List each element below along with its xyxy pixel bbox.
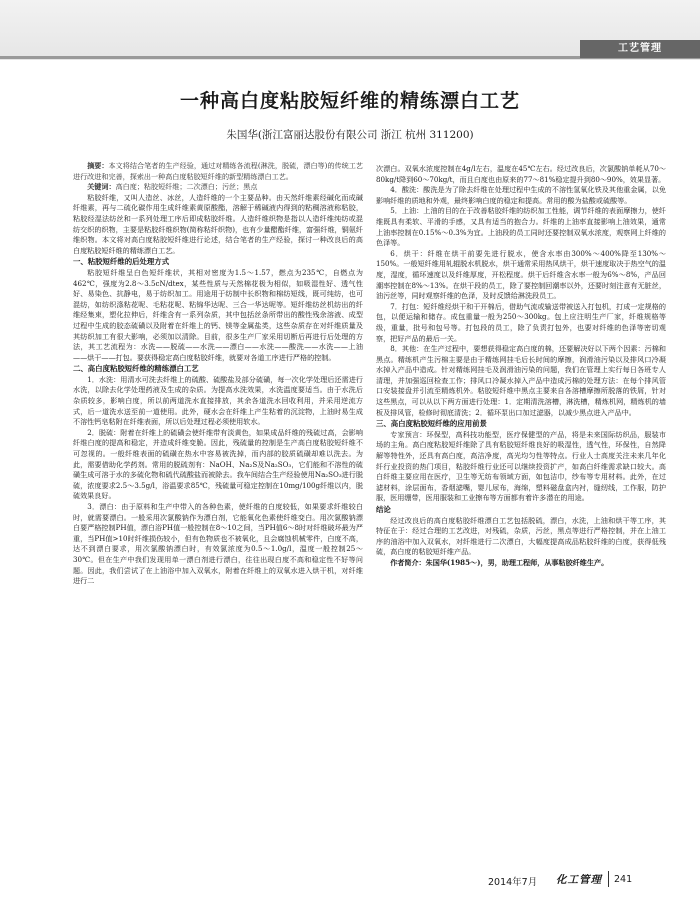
paragraph: 专家预言：环保型，高科技功能型，医疗保健型的产品，将是未来国际纺织品，服装市场的主角。高白度粘胶短纤维除了具有粘胶短纤维良好的吸湿性，透气性，环保性，自然降解等特性外，还具有高白度，高洁净度，高光均匀性等特点。行业人士高度关注未来几年化纤行业投资的热门项目，粘胶纤维行业还可以继续投资扩产，如高白纤维需求缺口较大。高白纤维主要应用在医疗，卫生等无纺布领域方面，如包洁巾，纱布等专用材料。此外，在过滤材料，涂层面布，香烟滤嘴，婴儿尿布，海绵，塑料磁盘盒内衬，缝纫线，工作服，防护服，医用绷带，医用服装和工业擦布等方面都有着许多潜在的用途。 [376, 429, 666, 503]
paragraph: 1．水洗：用清水可洗去纤维上的硫酸、硫酸盐及部分硫磺，每一次化学处理后还需进行水洗，以除去化学处理药液及生成的杂质。为提高水洗效果，水洗温度要适当。由于水洗后杂质较多，影响白度，所以前两道洗水直接排放，其余各道洗水回收利用，并采用逆流方式，后一道洗水送至前一道使用。此外，硬水会在纤维上产生粘着的沉淀物，上油时易生成不溶性钙皂粘附在纤维表面，所以后处理过程必须使用软水。 [73, 374, 363, 427]
paragraph: 3．漂白：由于原料和生产中带入的各种色素，使纤维的白度较低，如果要求纤维较白时，就需要漂白。一般采用次氯酸钠作为漂白剂，它能氧化色素使纤维变白。用次氯酸钠漂白要严格控制PH值，漂白浴PH值一般控制在8～10之间，当PH值6～8时对纤维破坏最为严重，当PH值>10时纤维损伤较小，但有色物质也不被氧化，且会腐蚀机械零件，白度不高，达不到漂白要求，用次氯酸钠漂白时，有效氯浓度为0.5～1.0g/l，温度一般控制25～30℃。但在生产中我们发现用单一漂白剂进行漂白，往往出现白度不高和稳定性不好等问题。因此，我们尝试了在上油浴中加入双氧水，附着在纤维上的双氧水进入烘干机，对纤维进行二 [73, 502, 363, 586]
section-heading: 二、高白度粘胶短纤维的精练漂白工艺 [73, 364, 199, 374]
abstract-text: 本文将结合笔者的生产经验，通过对精练各流程(淋洗，脱硫，漂白等)的传统工艺进行改进和完善，探索出一种高白度粘胶短纤维的新型精练漂白工艺。 [73, 161, 363, 181]
keywords [73, 182, 363, 193]
left-body [73, 193, 363, 587]
left-column [73, 161, 363, 861]
page-footer [0, 868, 700, 892]
journal-name: 化工管理 [556, 874, 602, 886]
abstract [73, 161, 363, 182]
abstract-label: 摘要： [87, 161, 109, 170]
right-body [376, 164, 666, 569]
issue-date: 2014年7月 [488, 877, 538, 888]
paragraph: 粘胶纤维，又叫人造丝、冰丝，人造纤维的一个主要品种。由天然纤维素经碱化而成碱纤维素，再与二硫化碳作用生成纤维素黄原酸酯，溶解于稀碱液内得到的粘稠溶液称粘胶，粘胶经湿法纺丝和一系列处理工序后即成粘胶纤维。人造纤维织物是指以人造纤维纯纺或混纺交织的织物，主要是粘胶纤维织物(简称粘纤织物)，也有少量醋酯纤维，富强纤维，铜氨纤维织物。本文将对高白度粘胶短纤维进行论述，结合笔者的生产经验，探讨一种改良后的高白度粘胶短纤维的精练漂白工艺。 [73, 192, 363, 255]
paragraph: 粘胶短纤维呈白色短纤维状，其相对密度为1.5～1.57，燃点为235℃，自燃点为462℃，强度为2.8～3.5cN/dtex，某些性质与天然棉花极为相似，如吸湿性好、透气性好、易染色、抗静电，易于纺织加工。用途用于纺制中长织物和棉纺短线，既可纯纺，也可混纺，如纺织涤粘花呢、毛粘花呢、粘锦华达呢、三合一华达呢等。短纤维纺丝机纺出的纤维经集束，塑化拉伸后，纤维含有一系列杂质，其中包括丝条所带出的酸性残余溶液、成型过程中生成的胶态硫磺以及附着在纤维上的钙、镁等金属盐类，这些杂质存在对纤维质量及其纺织加工有很大影响，必须加以清除。目前，很多生产厂家采用切断后再进行后处理的方法，其工艺流程为：水洗——脱硫——水洗——漂白——水洗——酸洗——水洗——上油——烘干——打包。要获得稳定高白度粘胶纤维，就要对各道工序进行严格的控制。 [73, 267, 363, 362]
author-affiliation: 朱国华(浙江富丽达股份有限公司 浙江 杭州 311200) [226, 129, 474, 141]
paragraph: 2．脱硫：附着在纤维上的硫磺会使纤维带有淡黄色，如果成品纤维的残硫过高，会影响纤维白度的提高和稳定，并造成纤维变脆。因此，残硫量的控制是生产高白度粘胶短纤维不可忽视的。一般纤维表面的硫磺在热水中容易被洗掉，而内部的胶质硫磺却难以洗去。为此，需要借助化学药剂。常用的脱硫剂有：NaOH、Na₂S及Na₂SO₃，它们能和不溶性的硫磺生成可溶于水的多硫化物和硫代硫酸盐而被除去。我车间结合生产经验使用Na₂SO₃进行脱硫，浓度要求2.5～3.5g/l，浴温要求85℃，残硫量可稳定控制在10mg/100g纤维以内，脱硫效果良好。 [73, 427, 363, 501]
section-heading: 一、粘胶短纤维的后处理方式 [73, 257, 170, 267]
paragraph: 7．打包：短纤维经烘干和干开棉后，借助气流或输送带被送入打包机，打成一定规格的包，以便运输和储存。成包重量一般为250～300kg。包上应注明生产厂家，纤维规格等级，重量，批号和包号等。打包段的员工，除了负责打包外，也要对纤维的色泽等密切观察，把好产品的最后一关。 [376, 301, 666, 343]
section-label: 工艺管理 [580, 40, 700, 58]
paragraph: 作者简介：朱国华(1985～)，男，助理工程师，从事粘胶纤维生产。 [390, 557, 609, 567]
footer-divider [608, 871, 609, 887]
page-number: 241 [614, 874, 633, 885]
keywords-text: 高白度；粘胶短纤维；二次漂白；污丝；黑点 [115, 182, 258, 192]
paragraph: 5．上油：上油的目的在于改善粘胶纤维的纺织加工性能，调节纤维的表面摩擦力，使纤维既具有柔软、平滑的手感，又具有适当的抱合力。纤维的上油率直接影响上油效果，通常上油率控制在0.15%～0.3%为宜。上油段的员工同时还要控制双氧水浓度，观察网上纤维的色泽等。 [376, 206, 666, 248]
section-heading: 三、高白度粘胶短纤维的应用前景 [376, 419, 487, 429]
paragraph: 6．烘干：纤维在烘干前要先进行脱水，使含水率由300%～400%降至130%～150%。一般短纤维用轧辊脱水机脱水，烘干通常采用热风烘干，烘干速度取决于热空气的温度，湿度，循环速度以及纤维厚度，开松程度。烘干后纤维含水率一般为6%～8%，产品回潮率控制在8%～13%。在烘干段的员工，除了要控制回潮率以外，还要时刻注意有无脏丝，油污丝等，同时观察纤维的色泽，及时反馈给淋洗段员工。 [376, 248, 666, 301]
keywords-label: 关键词： [87, 182, 116, 192]
right-column [376, 164, 666, 864]
article-title: 一种高白度粘胶短纤维的精练漂白工艺 [179, 90, 520, 112]
paragraph: 8．其他：在生产过程中，要想获得稳定高白度的棉，还要解决好以下两个因素：污棉和黑点。精练机产生污棉主要是由于精练网挂毛后长时间的摩擦，润滑油污染以及排风口冷凝水掉入产品中造成。针对精练网挂毛及润滑油污染的问题，我们在管理上实行每日各班专人清理，并加强巡回检查工作；排风口冷凝水掉入产品中造成污棉的处理方法：在每个排风管口安装接盘并引流至精炼机外。粘胶短纤维中黑点主要来自各溶槽摩擦所脱落的铁屑，针对这些黑点，可以从以下两方面进行处理：1．定期清洗溶槽，淋洗槽，精炼机网，精炼机的墙板及排风管，检修时彻底清洗；2．循环泵出口加过滤器，以减少黑点进入产品中。 [376, 344, 666, 417]
section-heading: 结论 [376, 505, 391, 514]
paragraph: 经过改良后的高白度粘胶纤维漂白工艺包括脱硫，漂白，水洗，上油和烘干等工序，其特征在于：经过合理的工艺改进，对残硫，杂质，污丝，黑点等进行严格控制，并在上油工序的油浴中加入双氧水，对纤维进行二次漂白，大幅度提高成品粘胶纤维的白度，获得低残硫，高白度的粘胶短纤维产品。 [376, 515, 666, 557]
paragraph: 次漂白。双氧水浓度控制在4g/l左右，温度在45℃左右。经过改良后，次氯酸钠单耗从70～80kg/t降到60～70kg/t，而且白度也由原来的77～81%稳定提升到80～90%，效果显著。 [376, 164, 666, 184]
paragraph: 4．酸洗：酸洗是为了除去纤维在处理过程中生成的不溶性氢氧化铁及其他重金属，以免影响纤维的质地和外观，最终影响白度的稳定和提高。常用的酸为盐酸或硫酸等。 [376, 185, 666, 205]
